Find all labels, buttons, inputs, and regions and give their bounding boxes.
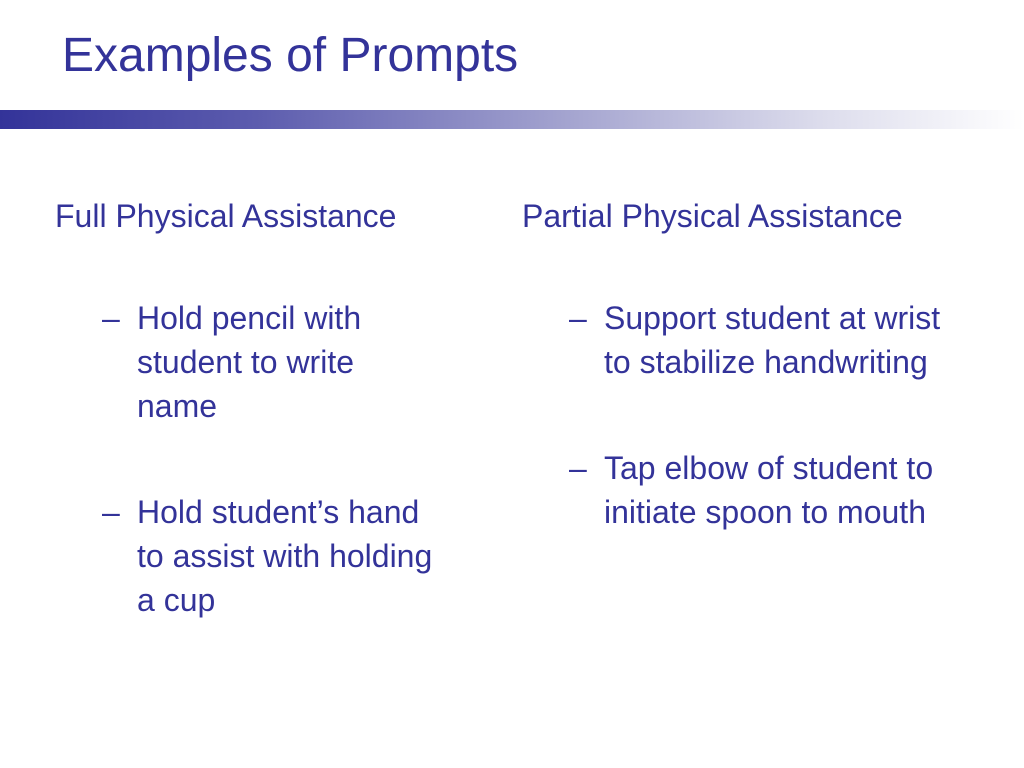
list-item xyxy=(522,446,942,534)
left-column xyxy=(55,194,475,622)
bullet-text: Hold pencil with student to write name xyxy=(137,300,362,424)
dash-bullet-icon: – xyxy=(569,300,587,336)
bullet-text: Support student at wrist to stabilize handwriting xyxy=(604,300,941,380)
bullet-text: Tap elbow of student to initiate spoon to mouth xyxy=(604,450,934,530)
dash-bullet-icon: – xyxy=(102,300,120,336)
list-item xyxy=(55,296,475,428)
right-column-heading: Partial Physical Assistance xyxy=(522,198,903,234)
left-column-heading: Full Physical Assistance xyxy=(55,198,397,234)
dash-bullet-icon: – xyxy=(569,450,587,486)
right-bullet-list xyxy=(522,296,942,534)
bullet-text: Hold student’s hand to assist with holding a cup xyxy=(137,494,433,618)
slide-title: Examples of Prompts xyxy=(62,29,519,82)
list-item xyxy=(55,490,475,622)
list-item xyxy=(522,296,942,384)
right-column xyxy=(522,194,942,534)
dash-bullet-icon: – xyxy=(102,494,120,530)
title-gradient-rule xyxy=(0,110,1024,129)
left-bullet-list xyxy=(55,296,475,622)
